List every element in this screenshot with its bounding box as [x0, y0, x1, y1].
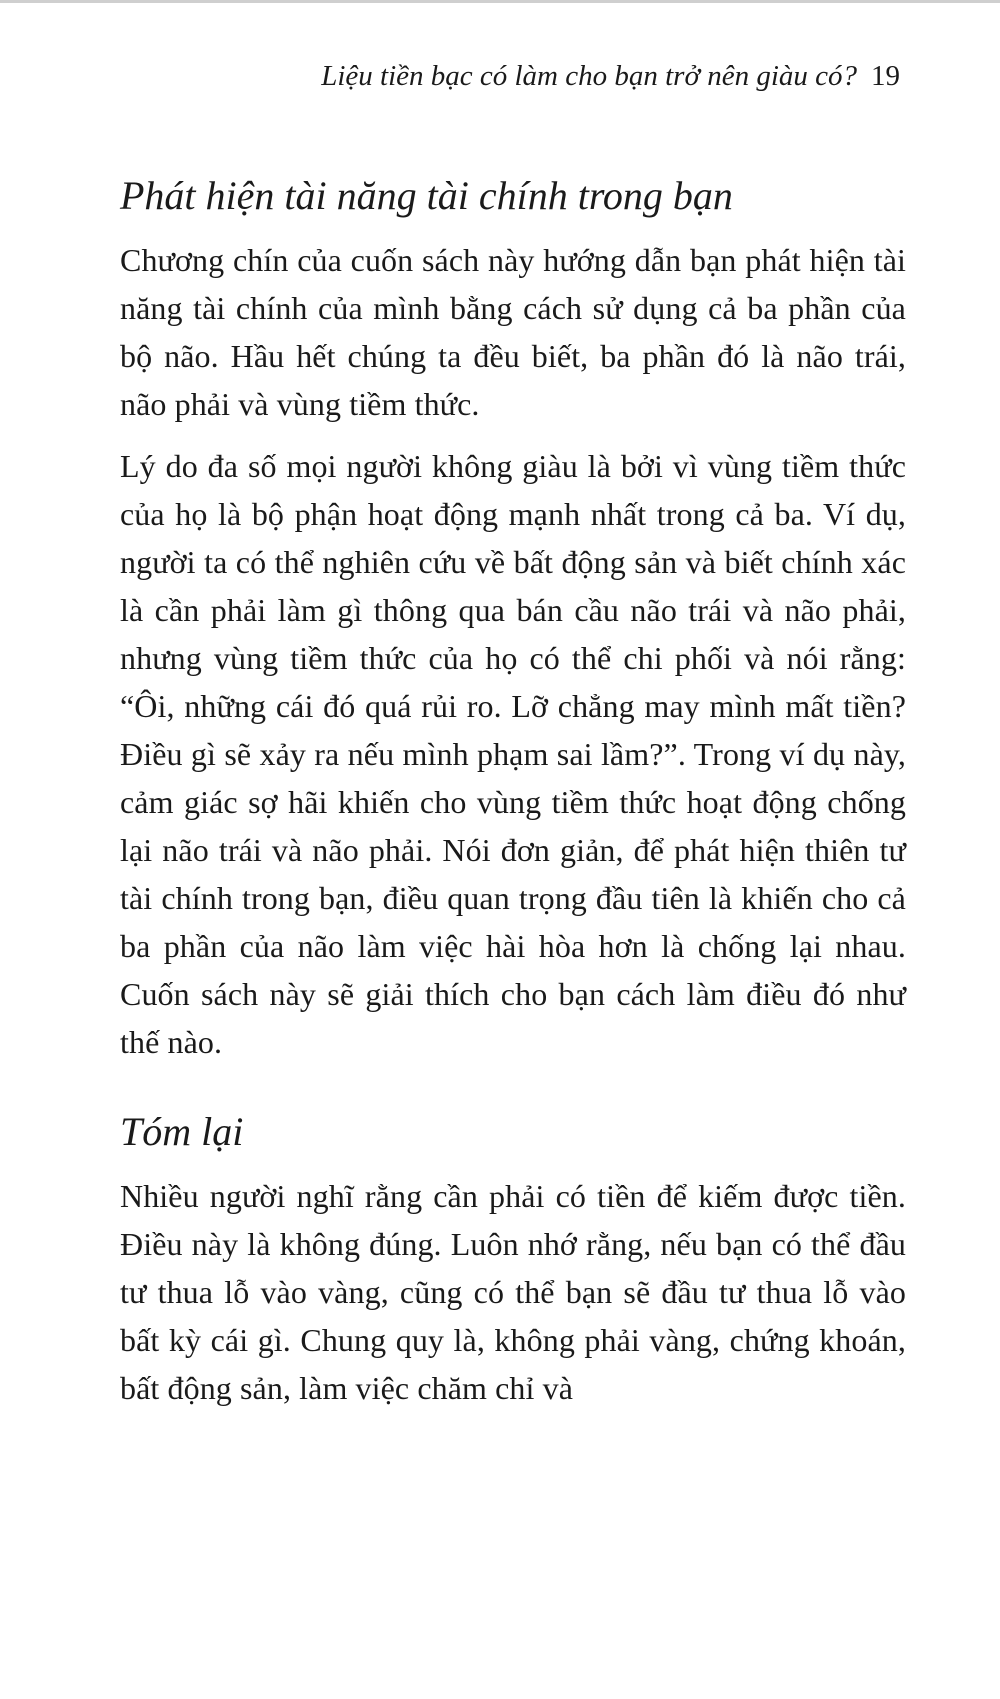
paragraph: Nhiều người nghĩ rằng cần phải có tiền để kiếm được tiền. Điều này là không đúng. Luôn nhớ rằng, nếu bạn có thể đầu tư thua lỗ vào vàng, cũng có thể bạn sẽ đầu tư thua lỗ vào bất kỳ cái gì. Chung quy là, không phải vàng, chứng khoán, bất động sản, làm việc chăm chỉ và [120, 1178, 906, 1406]
page-body [120, 170, 906, 1426]
page-number: 19 [871, 60, 900, 92]
running-head [120, 62, 900, 91]
paragraph: Lý do đa số mọi người không giàu là bởi vì vùng tiềm thức của họ là bộ phận hoạt động mạnh nhất trong cả ba. Ví dụ, người ta có thể nghiên cứu về bất động sản và biết chính xác là cần phải làm gì thông qua bán cầu não trái và não phải, nhưng vùng tiềm thức của họ có thể chi phối và nói rằng: “Ôi, những cái đó quá rủi ro. Lỡ chẳng may mình mất tiền? Điều gì sẽ xảy ra nếu mình phạm sai lầm?”. Trong ví dụ này, cảm giác sợ hãi khiến cho vùng tiềm thức hoạt động chống lại não trái và não phải. Nói đơn giản, để phát hiện thiên tư tài chính trong bạn, điều quan trọng đầu tiên là khiến cho cả ba phần của não làm việc hài hòa hơn là chống lại nhau. Cuốn sách này sẽ giải thích cho bạn cách làm điều đó như thế nào. [120, 448, 906, 1060]
section-heading: Tóm lại [120, 1109, 244, 1154]
paragraph: Chương chín của cuốn sách này hướng dẫn bạn phát hiện tài năng tài chính của mình bằng cách sử dụng cả ba phần của bộ não. Hầu hết chúng ta đều biết, ba phần đó là não trái, não phải và vùng tiềm thức. [120, 242, 906, 422]
section-heading: Phát hiện tài năng tài chính trong bạn [120, 173, 733, 218]
top-edge-rule [0, 0, 1000, 3]
running-head-title: Liệu tiền bạc có làm cho bạn trở nên giàu có? [321, 60, 857, 92]
section-financial-genius [120, 170, 906, 1066]
section-summary [120, 1106, 906, 1412]
